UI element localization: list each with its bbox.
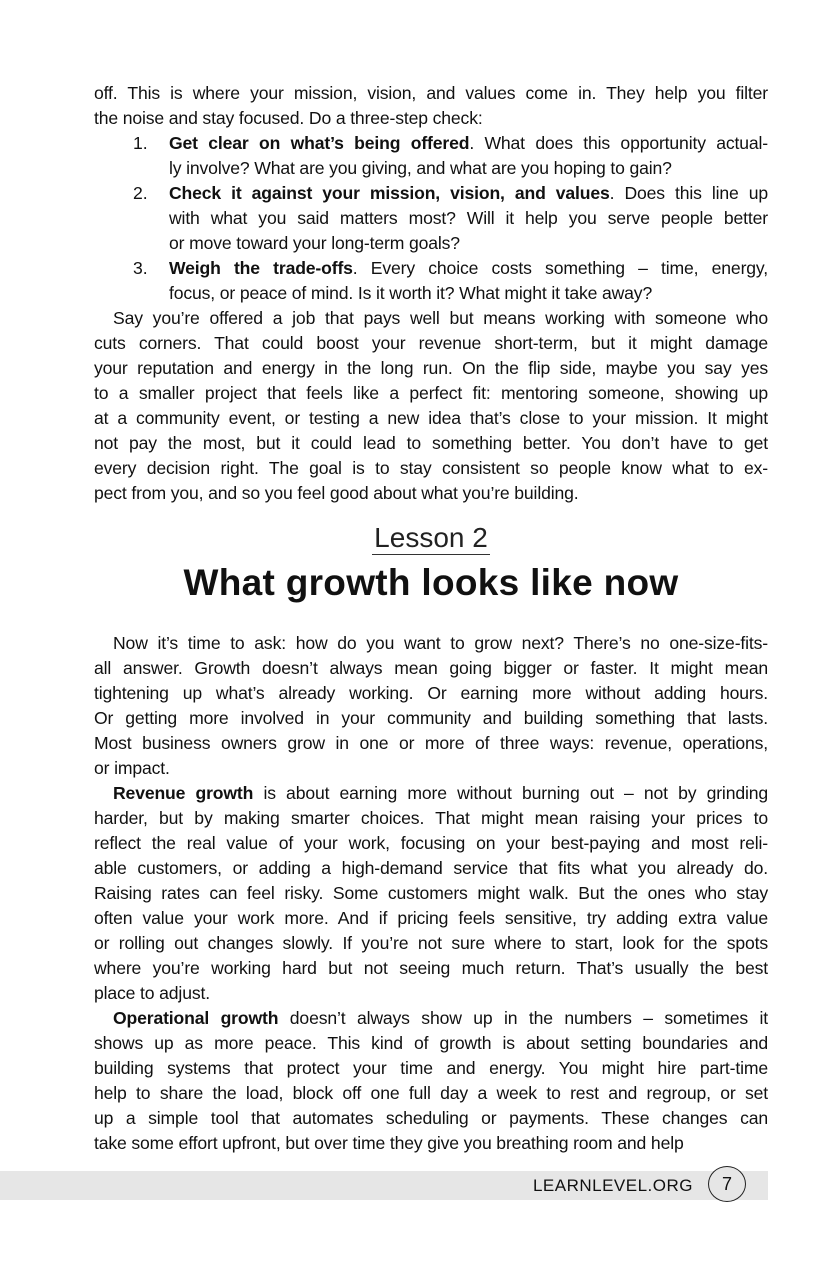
text-line: often value your work more. And if pricing feels sensitive, try adding extra value bbox=[94, 908, 768, 928]
operational-growth-paragraph bbox=[94, 1006, 768, 1156]
text-line: help to share the load, block off one full day a week to rest and regroup, or set bbox=[94, 1083, 768, 1103]
text-line: place to adjust. bbox=[94, 983, 210, 1003]
text-line: shows up as more peace. This kind of growth is about setting boundaries and bbox=[94, 1033, 768, 1053]
text-line: pect from you, and so you feel good about what you’re building. bbox=[94, 483, 579, 503]
list-number: 2. bbox=[133, 183, 148, 203]
text-line: take some effort upfront, but over time they give you breathing room and help bbox=[94, 1133, 684, 1153]
bold-lead: Get clear on what’s being offered bbox=[169, 133, 470, 153]
text-line: Weigh the trade-offs. Every choice costs something – time, energy, bbox=[169, 258, 768, 278]
bold-lead: Check it against your mission, vision, and values bbox=[169, 183, 610, 203]
bold-lead: Revenue growth bbox=[113, 783, 254, 803]
page-number: 7 bbox=[708, 1166, 746, 1202]
list-item bbox=[94, 131, 768, 181]
text-line: harder, but by making smarter choices. That might mean raising your prices to bbox=[94, 808, 768, 828]
bold-lead: Operational growth bbox=[113, 1008, 279, 1028]
text-line: tightening up what’s already working. Or earning more without adding hours. bbox=[94, 683, 768, 703]
text-line: where you’re working hard but not seeing much return. That’s usually the best bbox=[94, 958, 768, 978]
text-line: Now it’s time to ask: how do you want to grow next? There’s no one-size-fits- bbox=[113, 633, 768, 653]
text-line: or move toward your long-term goals? bbox=[169, 233, 460, 253]
text-line: able customers, or adding a high-demand service that fits what you already do. bbox=[94, 858, 768, 878]
text-line: building systems that protect your time and energy. You might hire part-time bbox=[94, 1058, 768, 1078]
text-line: to a smaller project that feels like a perfect fit: mentoring someone, showing up bbox=[94, 383, 768, 403]
text-line: with what you said matters most? Will it help you serve people better bbox=[169, 208, 768, 228]
text-line: Check it against your mission, vision, and values. Does this line up bbox=[169, 183, 769, 203]
list-item bbox=[94, 256, 768, 306]
text-line: ly involve? What are you giving, and what are you hoping to gain? bbox=[169, 158, 672, 178]
growth-intro-paragraph bbox=[94, 631, 768, 781]
text-line: or impact. bbox=[94, 758, 170, 778]
three-step-list bbox=[94, 131, 768, 306]
lesson-label-text: Lesson 2 bbox=[374, 522, 488, 553]
text-line: Say you’re offered a job that pays well but means working with someone who bbox=[113, 308, 768, 328]
text-line: off. This is where your mission, vision, and values come in. They help you filter bbox=[94, 83, 768, 103]
lesson-title: What growth looks like now bbox=[183, 562, 679, 603]
list-number: 3. bbox=[133, 258, 148, 278]
lesson-label bbox=[0, 522, 825, 554]
text-line: all answer. Growth doesn’t always mean going bigger or faster. It might mean bbox=[94, 658, 768, 678]
text-line: your reputation and energy in the long run. On the flip side, maybe you say yes bbox=[94, 358, 768, 378]
text-line: Revenue growth is about earning more without burning out – not by grinding bbox=[113, 783, 768, 803]
text-line: Most business owners grow in one or more of three ways: revenue, operations, bbox=[94, 733, 768, 753]
text-line: up a simple tool that automates scheduling or payments. These changes can bbox=[94, 1108, 768, 1128]
footer-site: LEARNLEVEL.ORG bbox=[532, 1176, 693, 1195]
text-line: Operational growth doesn’t always show up in the numbers – sometimes it bbox=[113, 1008, 768, 1028]
page-footer bbox=[0, 1171, 768, 1200]
list-number: 1. bbox=[133, 133, 148, 153]
list-item bbox=[94, 181, 768, 256]
text-line: Get clear on what’s being offered. What does this opportunity actual- bbox=[169, 133, 768, 153]
text-line: not pay the most, but it could lead to something better. You don’t have to get bbox=[94, 433, 768, 453]
example-paragraph bbox=[94, 306, 768, 506]
text-line: Raising rates can feel risky. Some customers might walk. But the ones who stay bbox=[94, 883, 768, 903]
text-line: Or getting more involved in your community and building something that lasts. bbox=[94, 708, 768, 728]
text-line: every decision right. The goal is to stay consistent so people know what to ex- bbox=[94, 458, 768, 478]
text-line: reflect the real value of your work, focusing on your best-paying and most reli- bbox=[94, 833, 768, 853]
text-line: at a community event, or testing a new idea that’s close to your mission. It might bbox=[94, 408, 768, 428]
text-line: cuts corners. That could boost your revenue short-term, but it might damage bbox=[94, 333, 768, 353]
intro-paragraph bbox=[94, 81, 768, 131]
revenue-growth-paragraph bbox=[94, 781, 768, 1006]
text-line: or rolling out changes slowly. If you’re not sure where to start, look for the spots bbox=[94, 933, 768, 953]
text-line: focus, or peace of mind. Is it worth it? What might it take away? bbox=[169, 283, 653, 303]
text-line: the noise and stay focused. Do a three-step check: bbox=[94, 108, 483, 128]
bold-lead: Weigh the trade-offs bbox=[169, 258, 353, 278]
